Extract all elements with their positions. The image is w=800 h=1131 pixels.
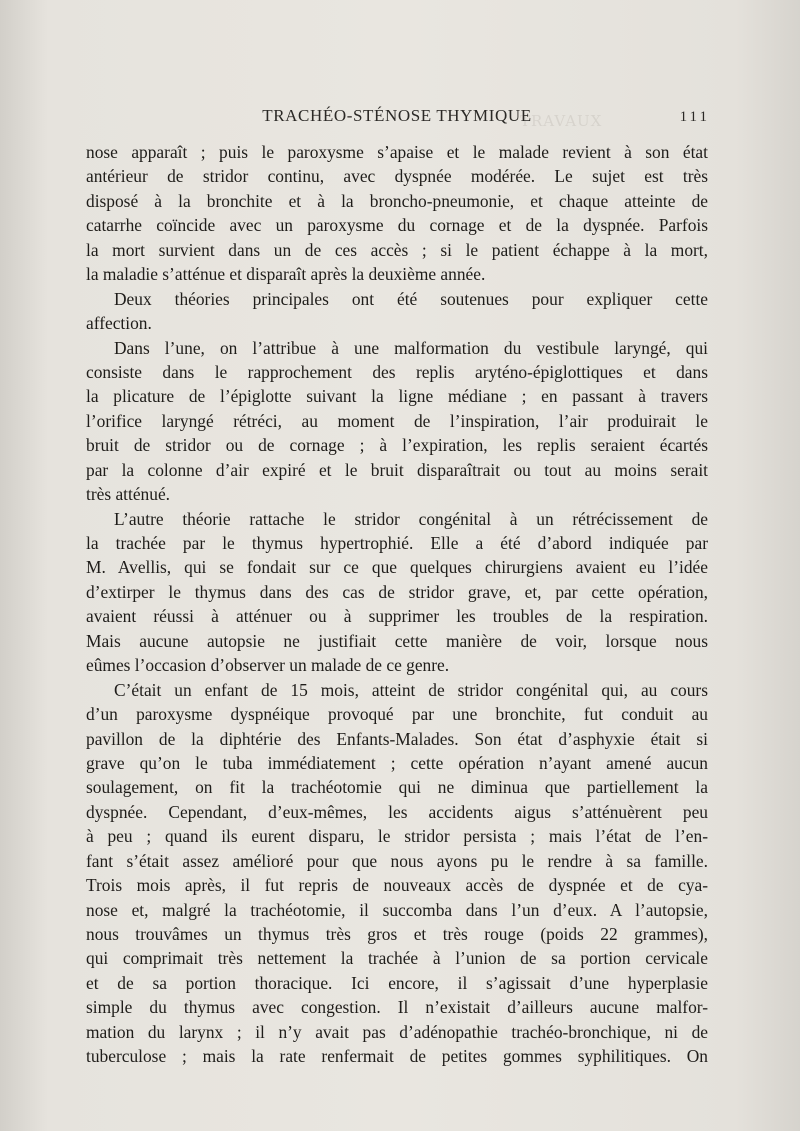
- text-line: par la colonne d’air expiré et le bruit disparaîtrait ou tout au moins serait: [86, 459, 708, 480]
- text-line: nose apparaît ; puis le paroxysme s’apaise et le malade revient à son état: [86, 142, 708, 162]
- text-line: Dans l’une, on l’attribue à une malformation du vestibule laryngé, qui: [114, 337, 708, 358]
- paragraph: [86, 336, 708, 507]
- text-line: eûmes l’occasion d’observer un malade de ce genre.: [86, 655, 450, 676]
- text-line: grave qu’on le tuba immédiatement ; cette opération n’ayant amené aucun: [86, 752, 708, 773]
- paragraph: [86, 287, 708, 336]
- text-line: qui comprimait très nettement la trachée à l’union de sa portion cervicale: [86, 948, 708, 969]
- paragraph: [86, 507, 708, 678]
- text-line: nose et, malgré la trachéotomie, il succomba dans l’un d’eux. A l’autopsie,: [86, 899, 708, 920]
- text-line: tuberculose ; mais la rate renfermait de petites gommes syphilitiques. On: [86, 1046, 708, 1067]
- text-line: la maladie s’atténue et disparaît après la deuxième année.: [86, 264, 486, 285]
- text-line: dyspnée. Cependant, d’eux-mêmes, les accidents aigus s’atténuèrent peu: [86, 801, 708, 822]
- text-line: L’autre théorie rattache le stridor congénital à un rétrécissement de: [114, 508, 708, 529]
- text-line: mation du larynx ; il n’y avait pas d’adénopathie trachéo-bronchique, ni de: [86, 1021, 708, 1042]
- text-line: catarrhe coïncide avec un paroxysme du cornage et de la dyspnée. Parfois: [86, 215, 708, 236]
- text-line: Trois mois après, il fut repris de nouveaux accès de dyspnée et de cya-: [86, 875, 708, 896]
- body-text: [86, 140, 708, 1069]
- text-line: bruit de stridor ou de cornage ; à l’expiration, les replis seraient écartés: [86, 435, 708, 456]
- text-line: l’orifice laryngé rétréci, au moment de l’inspiration, l’air produirait le: [86, 410, 708, 431]
- page-number: 111: [679, 109, 710, 125]
- show-through-text: TRAVAUX: [520, 112, 603, 130]
- paragraph: [86, 140, 708, 287]
- text-line: antérieur de stridor continu, avec dyspnée modérée. Le sujet est très: [86, 166, 708, 187]
- text-line: affection.: [86, 313, 152, 334]
- text-line: soulagement, on fit la trachéotomie qui ne diminua que partiellement la: [86, 777, 708, 798]
- running-title: TRACHÉO-STÉNOSE THYMIQUE: [262, 106, 532, 125]
- text-line: simple du thymus avec congestion. Il n’existait d’ailleurs aucune malfor-: [86, 997, 708, 1018]
- text-line: à peu ; quand ils eurent disparu, le stridor persista ; mais l’état de l’en-: [86, 826, 708, 847]
- text-line: d’extirper le thymus dans des cas de stridor grave, et, par cette opération,: [86, 581, 708, 602]
- text-line: la trachée par le thymus hypertrophié. Elle a été d’abord indiquée par: [86, 533, 708, 553]
- text-line: C’était un enfant de 15 mois, atteint de stridor congénital qui, au cours: [114, 679, 708, 700]
- text-line: et de sa portion thoracique. Ici encore, il s’agissait d’une hyperplasie: [86, 972, 708, 993]
- text-line: d’un paroxysme dyspnéique provoqué par une bronchite, fut conduit au: [86, 704, 708, 725]
- paragraph: [86, 678, 708, 1069]
- text-line: avaient réussi à atténuer ou à supprimer les troubles de la respiration.: [86, 606, 708, 627]
- text-line: Mais aucune autopsie ne justifiait cette manière de voir, lorsque nous: [86, 630, 708, 651]
- text-line: la mort survient dans un de ces accès ; si le patient échappe à la mort,: [86, 239, 708, 260]
- text-line: consiste dans le rapprochement des replis aryténo-épiglottiques et dans: [86, 361, 708, 382]
- text-line: nous trouvâmes un thymus très gros et très rouge (poids 22 grammes),: [86, 924, 708, 944]
- text-line: très atténué.: [86, 484, 171, 505]
- text-line: disposé à la bronchite et à la broncho-pneumonie, et chaque atteinte de: [86, 190, 708, 211]
- text-line: fant s’était assez amélioré pour que nous ayons pu le rendre à sa famille.: [86, 850, 708, 871]
- running-header: [86, 104, 708, 128]
- text-line: la plicature de l’épiglotte suivant la ligne médiane ; en passant à travers: [86, 386, 708, 407]
- text-line: M. Avellis, qui se fondait sur ce que quelques chirurgiens avaient eu l’idée: [86, 557, 708, 578]
- text-line: pavillon de la diphtérie des Enfants-Malades. Son état d’asphyxie était si: [86, 728, 708, 749]
- text-line: Deux théories principales ont été soutenues pour expliquer cette: [114, 288, 708, 309]
